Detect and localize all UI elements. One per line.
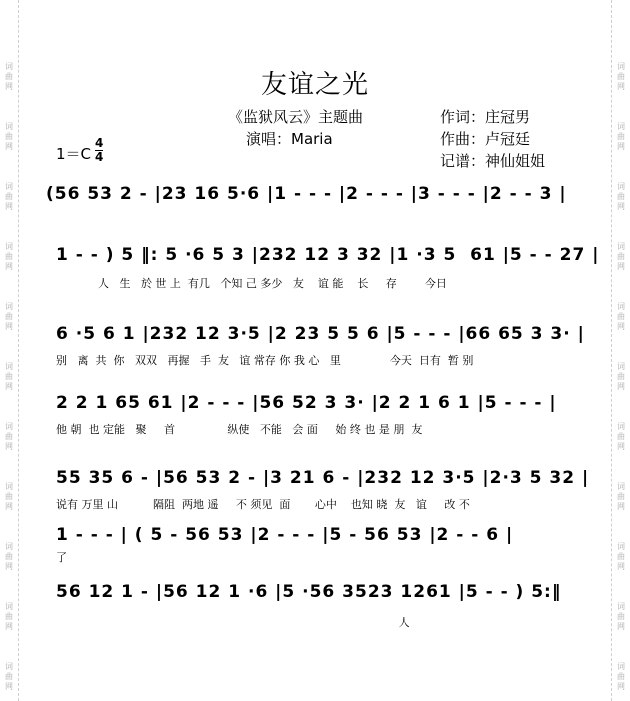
notation-line: 6 ·5 6 1 |232 12 3·5 |2 23 5 5 6 |5 - - - |66 65 3 3· |: [56, 324, 585, 344]
composer-credit: 作曲：卢冠廷: [440, 130, 531, 148]
singer-credit: 演唱：Maria: [246, 130, 333, 148]
watermark-text: 词 曲 网: [5, 302, 13, 331]
time-signature-bottom: 4: [95, 150, 104, 164]
watermark-text: 词 曲 网: [5, 182, 13, 211]
time-signature: [95, 137, 103, 164]
watermark-text: 词 曲 网: [617, 362, 625, 391]
left-watermark-strip: [0, 0, 19, 701]
watermark-text: 词 曲 网: [617, 302, 625, 331]
watermark-text: 词 曲 网: [617, 422, 625, 451]
watermark-text: 词 曲 网: [5, 602, 13, 631]
notation-line: (56 53 2 - |23 16 5·6 |1 - - - |2 - - - |3 - - - |2 - - 3 |: [46, 184, 567, 204]
watermark-text: 词 曲 网: [5, 422, 13, 451]
watermark-text: 词 曲 网: [5, 662, 13, 691]
watermark-text: 词 曲 网: [5, 242, 13, 271]
key-signature: 1＝C: [56, 145, 92, 163]
song-title: 友谊之光: [260, 70, 369, 100]
watermark-text: 词 曲 网: [617, 122, 625, 151]
watermark-text: 词 曲 网: [5, 122, 13, 151]
time-signature-top: 4: [95, 136, 104, 150]
watermark-text: 词 曲 网: [617, 182, 625, 211]
notation-line: 56 12 1 - |56 12 1 ·6 |5 ·56 3523 1261 |5 - - ) 5:‖: [56, 582, 562, 602]
watermark-text: 词 曲 网: [617, 602, 625, 631]
watermark-text: 词 曲 网: [617, 482, 625, 511]
right-watermark-strip: [611, 0, 630, 701]
notation-line: 2 2 1 65 61 |2 - - - |56 52 3 3· |2 2 1 6 1 |5 - - - |: [56, 393, 557, 413]
notation-line: 1 - - ) 5 ‖: 5 ·6 5 3 |232 12 3 32 |1 ·3 5 61 |5 - - 27 |: [56, 245, 600, 265]
watermark-text: 词 曲 网: [5, 482, 13, 511]
lyrics-line: 人 生 於 世 上 有几 个知 己 多少 友 谊 能 长 存 今日: [56, 277, 447, 290]
watermark-text: 词 曲 网: [5, 362, 13, 391]
watermark-text: 词 曲 网: [5, 62, 13, 91]
watermark-text: 词 曲 网: [617, 542, 625, 571]
lyrics-line: 了: [56, 551, 67, 564]
notation-line: 55 35 6 - |56 53 2 - |3 21 6 - |232 12 3·5 |2·3 5 32 |: [56, 468, 590, 488]
watermark-text: 词 曲 网: [617, 662, 625, 691]
lyrics-line: 说有 万里 山 隔阻 两地 遥 不 须见 面 心中 也知 晓 友 谊 改 不: [56, 498, 470, 511]
watermark-text: 词 曲 网: [5, 542, 13, 571]
watermark-text: 词 曲 网: [617, 62, 625, 91]
song-subtitle: 《监狱风云》主题曲: [228, 108, 364, 126]
lyrics-line: 别 离 共 你 双双 再握 手 友 谊 常存 你 我 心 里 今天 日有 暂 别: [56, 354, 474, 367]
transcriber-credit: 记谱：神仙姐姐: [440, 152, 546, 170]
lyrics-line: 人: [56, 616, 410, 629]
notation-line: 1 - - - | ( 5 - 56 53 |2 - - - |5 - 56 53 |2 - - 6 |: [56, 525, 514, 545]
watermark-text: 词 曲 网: [617, 242, 625, 271]
lyrics-line: 他 朝 也 定能 聚 首 纵使 不能 会 面 始 终 也 是 朋 友: [56, 423, 423, 436]
lyricist-credit: 作词：庄冠男: [440, 108, 531, 126]
